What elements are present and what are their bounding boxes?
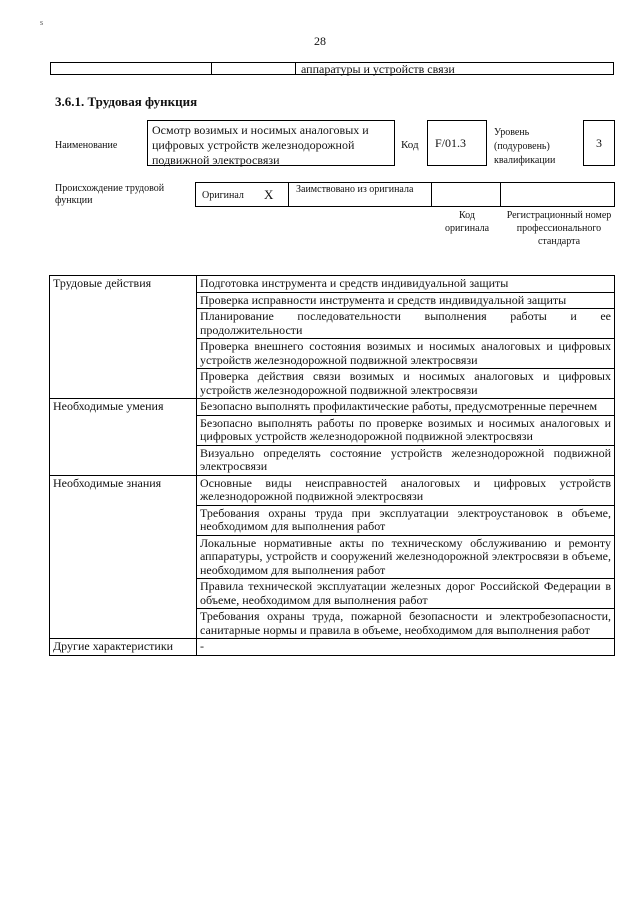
labor-actions-header: Трудовые действия	[50, 276, 197, 399]
table-row	[50, 475, 615, 505]
name-label: Наименование	[55, 140, 118, 151]
labor-action-item: Проверка исправности инструмента и средств индивидуальной защиты	[197, 292, 615, 309]
section-title: 3.6.1. Трудовая функция	[55, 94, 198, 109]
other-characteristics-value: -	[197, 639, 615, 656]
continuation-table-row	[50, 62, 614, 75]
other-characteristics-header: Другие характеристики	[50, 639, 197, 656]
origin-table	[195, 182, 615, 207]
level-label: Уровень (подуровень) квалификации	[494, 127, 556, 166]
table-row	[50, 276, 615, 293]
function-name-box: Осмотр возимых и носимых аналоговых и цифровых устройств железнодорожной подвижной электросвязи	[147, 120, 395, 166]
level-box: 3	[583, 120, 615, 166]
labor-action-item: Планирование последовательности выполнения работы и ее продолжительности	[197, 309, 615, 339]
labor-action-item: Подготовка инструмента и средств индивидуальной защиты	[197, 276, 615, 293]
knowledge-item: Локальные нормативные акты по техническому обслуживанию и ремонту аппаратуры, устройств и сооружений железнодорожной электросвязи в объеме, необходимом для выполнения работ	[197, 535, 615, 579]
skill-item: Безопасно выполнять работы по проверке возимых и носимых аналоговых и цифровых устройств железнодорожной подвижной электросвязи	[197, 415, 615, 445]
code-box: F/01.3	[427, 120, 487, 166]
original-label: Оригинал	[202, 190, 244, 201]
knowledge-item: Требования охраны труда, пожарной безопасности и электробезопасности, санитарные нормы и правила в объеме, необходимом для выполнения работ	[197, 609, 615, 639]
registration-number-caption: Регистрационный номер профессионального стандарта	[506, 210, 612, 247]
table-row	[50, 639, 615, 656]
labor-action-item: Проверка внешнего состояния возимых и носимых аналоговых и цифровых устройств железнодорожной подвижной электросвязи	[197, 339, 615, 369]
code-original-caption: Код оригинала	[444, 210, 490, 234]
labor-action-item: Проверка действия связи возимых и носимых аналоговых и цифровых устройств железнодорожной подвижной электросвязи	[197, 369, 615, 399]
original-mark: X	[264, 187, 274, 202]
table-row	[50, 399, 615, 416]
skills-header: Необходимые умения	[50, 399, 197, 476]
origin-label: Происхождение трудовой функции	[55, 183, 165, 206]
knowledge-item: Основные виды неисправностей аналоговых и цифровых устройств железнодорожной подвижной электросвязи	[197, 475, 615, 505]
function-details-table	[49, 275, 615, 656]
skill-item: Визуально определять состояние устройств железнодорожной подвижной электросвязи	[197, 445, 615, 475]
knowledge-item: Правила технической эксплуатации железных дорог Российской Федерации в объеме, необходимом для выполнения работ	[197, 579, 615, 609]
borrowed-label: Заимствовано из оригинала	[296, 184, 414, 195]
code-label: Код	[401, 139, 419, 151]
continuation-text: аппаратуры и устройств связи	[301, 62, 455, 76]
page-number: 28	[314, 34, 326, 48]
knowledge-header: Необходимые знания	[50, 475, 197, 639]
corner-mark: s	[40, 18, 44, 27]
skill-item: Безопасно выполнять профилактические работы, предусмотренные перечнем	[197, 399, 615, 416]
knowledge-item: Требования охраны труда при эксплуатации электроустановок в объеме, необходимом для выполнения работ	[197, 505, 615, 535]
